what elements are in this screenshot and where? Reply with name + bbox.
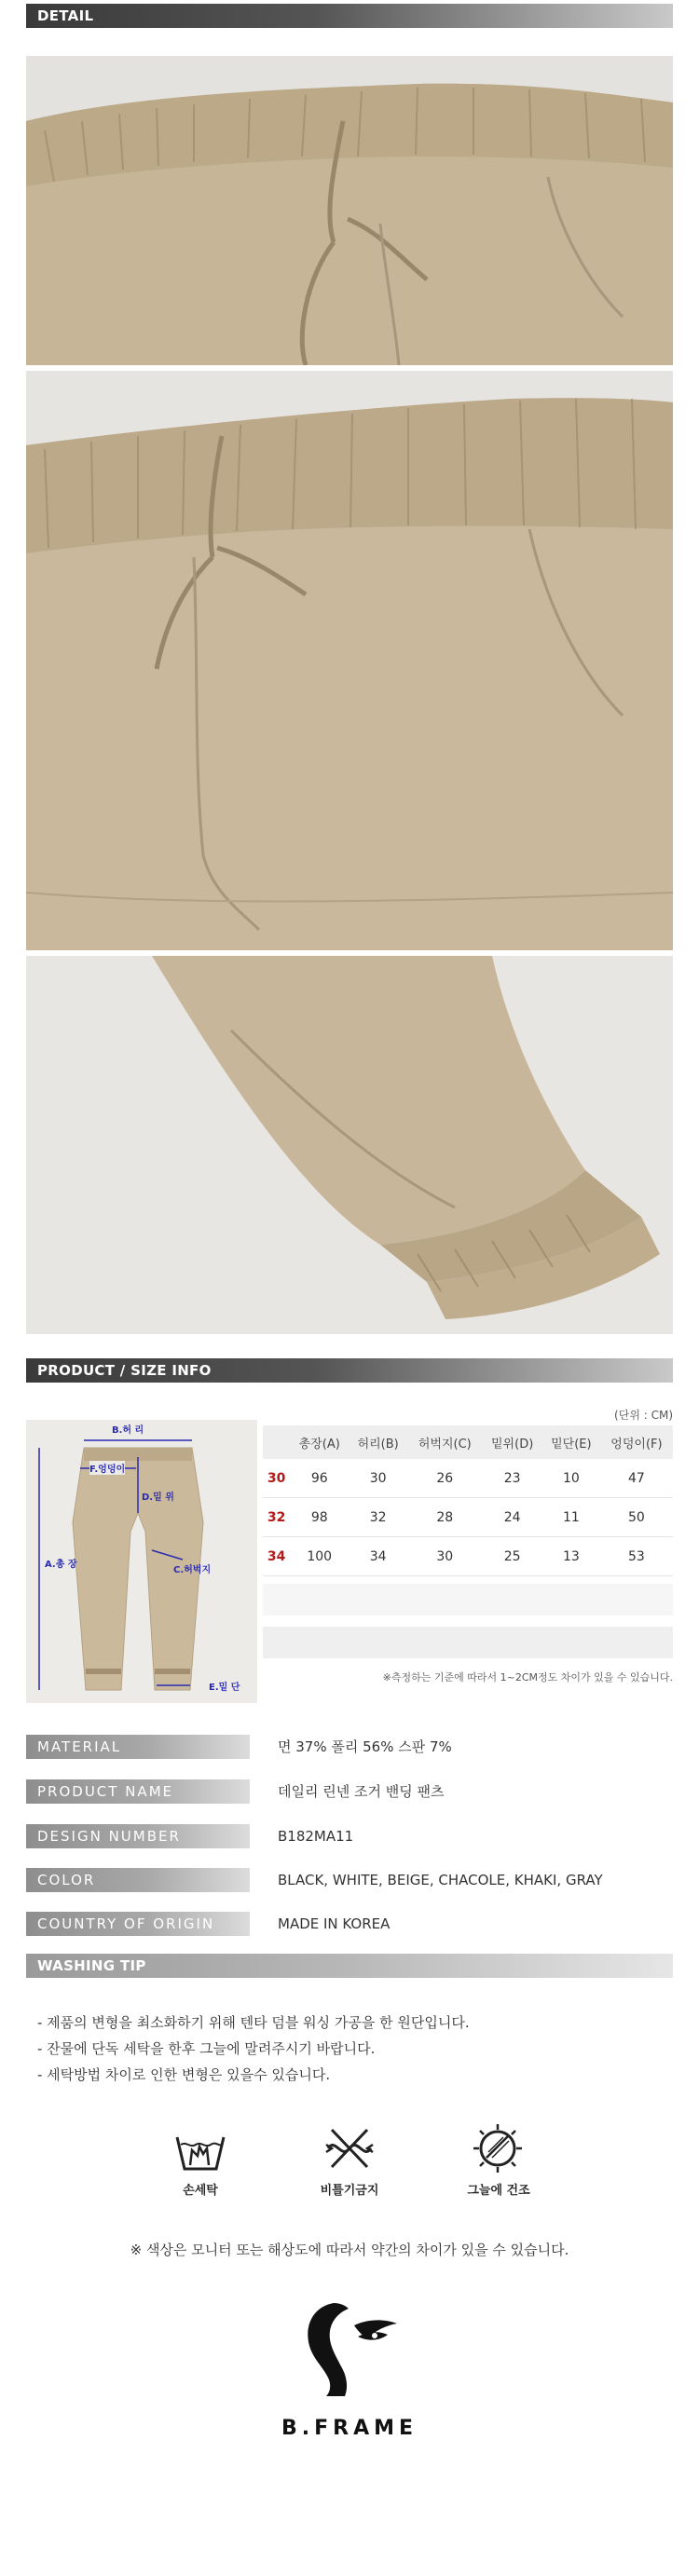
table-cell: 30 (349, 1459, 407, 1498)
detail-title: DETAIL (37, 7, 94, 24)
brand-name: B.FRAME (281, 2417, 418, 2440)
header-cell: 엉덩이(F) (600, 1425, 673, 1459)
origin-label: COUNTRY OF ORIGIN (26, 1912, 250, 1936)
label-waist: B.허 리 (112, 1425, 144, 1436)
label-thigh: F.엉덩이 (89, 1461, 125, 1475)
size-info-header (26, 1358, 673, 1383)
size-cell: 34 (263, 1537, 290, 1576)
header-cell: 총장(A) (290, 1425, 349, 1459)
detail-header (26, 4, 673, 28)
header-cell (263, 1425, 290, 1459)
product-name-label: PRODUCT NAME (26, 1779, 250, 1804)
material-label: MATERIAL (26, 1735, 250, 1759)
size-cell: 30 (263, 1459, 290, 1498)
table-cell: 26 (407, 1459, 482, 1498)
table-cell: 96 (290, 1459, 349, 1498)
table-cell: 24 (482, 1498, 541, 1537)
label-calf: C.허벅지 (173, 1565, 212, 1575)
label-total: A.총 장 (45, 1560, 77, 1570)
table-row (263, 1537, 673, 1576)
table-row (263, 1459, 673, 1498)
size-info-title: PRODUCT / SIZE INFO (37, 1362, 212, 1379)
shade-dry-label: 그늘에 건조 (467, 2184, 530, 2198)
material-value: 면 37% 폴리 56% 스판 7% (278, 1738, 452, 1755)
design-number-value: B182MA11 (278, 1828, 354, 1845)
color-value: BLACK, WHITE, BEIGE, CHACOLE, KHAKI, GRAY (278, 1872, 603, 1888)
table-cell: 13 (542, 1537, 600, 1576)
size-cell: 32 (263, 1498, 290, 1537)
washing-tip-line: - 제품의 변형을 최소화하기 위해 텐타 덤블 워싱 가공을 한 원단입니다. (37, 2014, 470, 2031)
design-number-label: DESIGN NUMBER (26, 1824, 250, 1848)
color-disclaimer: ※ 색상은 모니터 또는 해상도에 따라서 약간의 차이가 있을 수 있습니다. (130, 2242, 569, 2258)
washing-tip-title: WASHING TIP (37, 1957, 146, 1974)
no-wring-label: 비틀기금지 (320, 2184, 379, 2198)
label-rise: D.밑 위 (142, 1492, 174, 1503)
empty-row (263, 1584, 673, 1615)
color-label: COLOR (26, 1868, 250, 1892)
empty-row (263, 1627, 673, 1658)
product-name-value: 데일리 린넨 조거 밴딩 팬츠 (278, 1783, 445, 1800)
table-cell: 50 (600, 1498, 673, 1537)
face-logo-icon (296, 2297, 404, 2400)
washing-tip-line: - 잔물에 단독 세탁을 한후 그늘에 말려주시기 바랍니다. (37, 2040, 376, 2057)
size-table-header (263, 1425, 673, 1459)
table-cell: 10 (542, 1459, 600, 1498)
table-cell: 34 (349, 1537, 407, 1576)
table-row (263, 1498, 673, 1537)
table-cell: 53 (600, 1537, 673, 1576)
table-cell: 25 (482, 1537, 541, 1576)
header-cell: 허리(B) (349, 1425, 407, 1459)
detail-photo-waistband (26, 56, 673, 365)
table-cell: 32 (349, 1498, 407, 1537)
table-cell: 47 (600, 1459, 673, 1498)
hand-wash-label: 손세탁 (183, 2184, 218, 2198)
table-cell: 100 (290, 1537, 349, 1576)
detail-photo-cuff (26, 956, 673, 1334)
shade-dry-icon (472, 2122, 524, 2178)
header-cell: 허벅지(C) (407, 1425, 482, 1459)
size-table (263, 1425, 673, 1576)
no-wring-icon (322, 2124, 377, 2176)
hand-wash-icon (173, 2128, 227, 2176)
header-cell: 밑위(D) (482, 1425, 541, 1459)
table-cell: 30 (407, 1537, 482, 1576)
unit-label: (단위 : CM) (614, 1409, 673, 1422)
detail-photo-front (26, 371, 673, 950)
table-cell: 11 (542, 1498, 600, 1537)
table-cell: 98 (290, 1498, 349, 1537)
washing-tip-line: - 세탁방법 차이로 인한 변형은 있을수 있습니다. (37, 2066, 331, 2083)
size-note: ※측정하는 기준에 따라서 1~2CM정도 차이가 있을 수 있습니다. (382, 1671, 673, 1683)
washing-tip-header (26, 1954, 673, 1978)
table-cell: 23 (482, 1459, 541, 1498)
label-hem: E.밑 단 (209, 1683, 240, 1693)
header-cell: 밑단(E) (542, 1425, 600, 1459)
size-diagram (26, 1420, 257, 1703)
origin-value: MADE IN KOREA (278, 1915, 391, 1932)
table-cell: 28 (407, 1498, 482, 1537)
